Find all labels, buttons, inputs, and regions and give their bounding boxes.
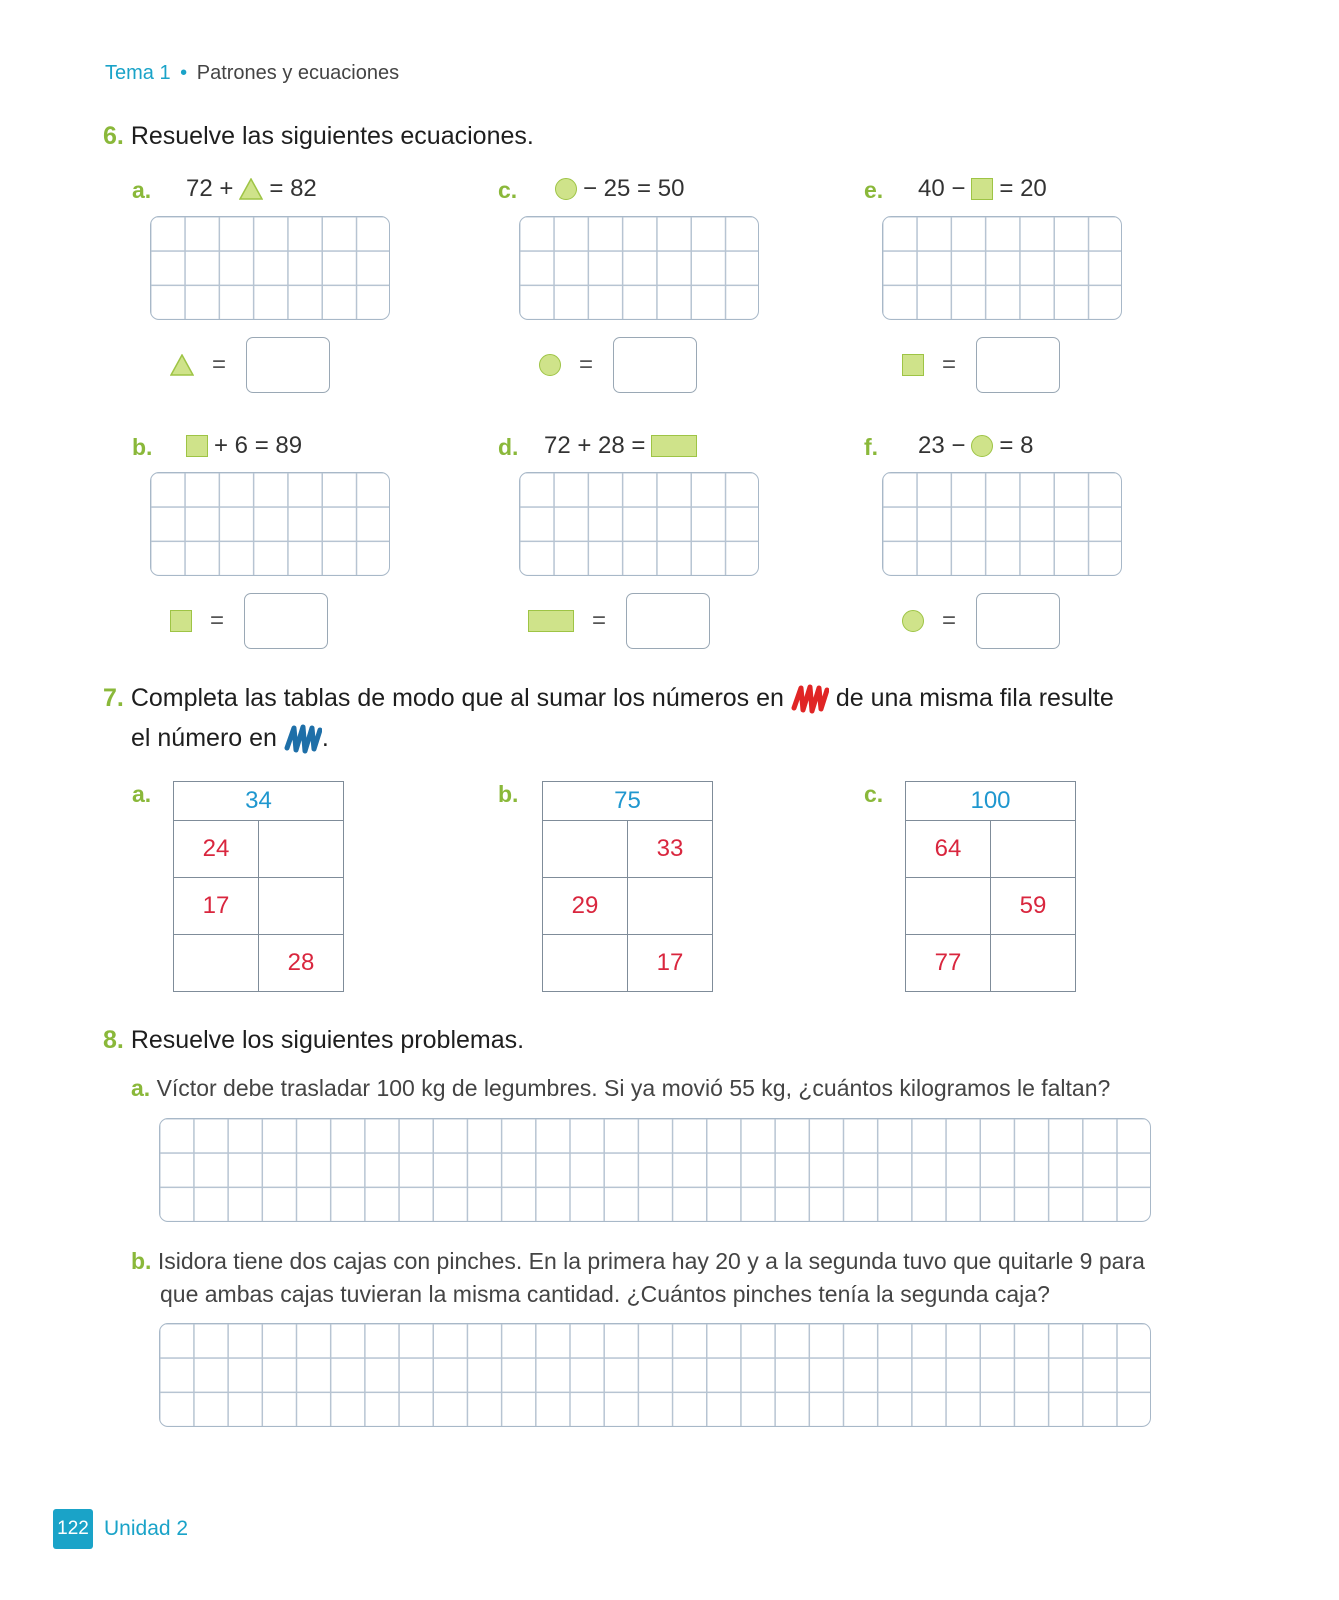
q7c-label: c. (864, 781, 884, 807)
q6b-answer-box[interactable] (244, 593, 328, 649)
q7c-cell[interactable] (906, 878, 991, 935)
q7a-total: 34 (174, 782, 344, 821)
q6d-answer-row (528, 593, 710, 649)
q6-number: 6. (103, 122, 124, 150)
q7-text-end: . (321, 724, 329, 752)
q6b-equation (186, 432, 302, 460)
q8-text: Resuelve los siguientes problemas. (130, 1026, 525, 1054)
q6a-label: a. (132, 177, 152, 203)
square-icon (902, 354, 924, 376)
q8a-problem (131, 1072, 1110, 1105)
q6e-work-grid[interactable] (882, 216, 1122, 320)
q6d-pre: 72 + 28 = (544, 432, 646, 459)
q8b-problem (131, 1245, 1201, 1311)
q7b-cell[interactable]: 33 (628, 821, 713, 878)
circle-icon (902, 610, 924, 632)
q7a-label: a. (132, 781, 152, 807)
q6d-label: d. (498, 434, 519, 460)
q6e-pre: 40 − (918, 175, 966, 202)
q7-title-line1 (103, 684, 1114, 714)
q6f-post: = 8 (999, 432, 1034, 459)
triangle-icon (170, 354, 194, 376)
q6f-answer-row (902, 593, 1060, 649)
q6c-post: − 25 = 50 (583, 175, 685, 202)
q6e-post: = 20 (999, 175, 1047, 202)
q6a-work-grid[interactable] (150, 216, 390, 320)
q7-number: 7. (103, 684, 124, 712)
tema-topic: Patrones y ecuaciones (196, 62, 400, 84)
square-icon (186, 435, 208, 457)
q7c-cell[interactable] (991, 935, 1076, 992)
q8b-label: b. (131, 1248, 152, 1274)
q7-text-a: Completa las tablas de modo que al sumar los números en (130, 684, 784, 712)
q7a-cell[interactable] (259, 878, 344, 935)
equals-sign: = (942, 607, 957, 634)
page-number: 122 (53, 1509, 93, 1549)
running-header (105, 62, 399, 85)
q6b-post: + 6 = 89 (214, 432, 303, 459)
q8a-text: Víctor debe trasladar 100 kg de legumbres. Si ya movió 55 kg, ¿cuántos kilogramos le faltan? (156, 1075, 1111, 1101)
q6b-answer-row (170, 593, 328, 649)
q6f-work-grid[interactable] (882, 472, 1122, 576)
rectangle-icon (528, 610, 574, 632)
circle-icon (539, 354, 561, 376)
q6d-work-grid[interactable] (519, 472, 759, 576)
circle-icon (971, 435, 993, 457)
q6a-answer-box[interactable] (246, 337, 330, 393)
q7a-table (173, 781, 344, 992)
equals-sign: = (212, 351, 227, 378)
q6a-pre: 72 + (186, 175, 234, 202)
q6d-equation (544, 432, 697, 460)
q6a-answer-row (170, 337, 330, 393)
q6f-pre: 23 − (918, 432, 966, 459)
square-icon (971, 178, 993, 200)
q6a-post: = 82 (269, 175, 317, 202)
square-icon (170, 610, 192, 632)
q6c-equation (555, 175, 684, 203)
q7c-cell[interactable]: 77 (906, 935, 991, 992)
triangle-icon (239, 178, 263, 200)
q8b-work-grid[interactable] (159, 1323, 1151, 1427)
q8-number: 8. (103, 1026, 124, 1054)
q7b-cell[interactable] (628, 878, 713, 935)
q6e-answer-box[interactable] (976, 337, 1060, 393)
q7a-cell[interactable] (259, 821, 344, 878)
q7c-cell[interactable]: 59 (991, 878, 1076, 935)
q6c-label: c. (498, 177, 518, 203)
q6e-label: e. (864, 177, 884, 203)
blue-scribble-icon (284, 724, 322, 754)
q7b-cell[interactable]: 17 (628, 935, 713, 992)
q7b-table (542, 781, 713, 992)
q7b-cell[interactable] (543, 935, 628, 992)
q7c-cell[interactable]: 64 (906, 821, 991, 878)
q7c-cell[interactable] (991, 821, 1076, 878)
q7a-cell[interactable]: 17 (174, 878, 259, 935)
equals-sign: = (579, 351, 594, 378)
q8a-work-grid[interactable] (159, 1118, 1151, 1222)
equals-sign: = (942, 351, 957, 378)
q8b-text-line2: que ambas cajas tuvieran la misma cantidad. ¿Cuántos pinches tenía la segunda caja? (160, 1281, 1050, 1307)
q7c-total: 100 (906, 782, 1076, 821)
q6e-answer-row (902, 337, 1060, 393)
q7-text-b: de una misma fila resulte (835, 684, 1114, 712)
q8-title (103, 1026, 524, 1055)
circle-icon (555, 178, 577, 200)
equals-sign: = (592, 607, 607, 634)
q7b-total: 75 (543, 782, 713, 821)
q6c-answer-row (539, 337, 697, 393)
red-scribble-icon (791, 684, 829, 714)
q7c-table (905, 781, 1076, 992)
q6f-label: f. (864, 434, 879, 460)
unit-label: Unidad 2 (104, 1517, 189, 1540)
q7-text-c: el número en (131, 724, 277, 752)
q6f-answer-box[interactable] (976, 593, 1060, 649)
q8a-label: a. (131, 1075, 151, 1101)
q6f-equation (918, 432, 1033, 460)
q6b-label: b. (132, 434, 153, 460)
q8b-text-line1: Isidora tiene dos cajas con pinches. En la primera hay 20 y a la segunda tuvo que quitarle 9 para (157, 1248, 1145, 1274)
tema-label: Tema 1 (105, 62, 171, 84)
q7a-cell[interactable]: 28 (259, 935, 344, 992)
q6-text: Resuelve las siguientes ecuaciones. (130, 122, 534, 150)
q7b-cell[interactable]: 29 (543, 878, 628, 935)
q7-title-line2 (131, 724, 329, 754)
q6-title (103, 122, 534, 151)
q6b-work-grid[interactable] (150, 472, 390, 576)
q6e-equation (918, 175, 1047, 203)
header-separator: • (180, 62, 188, 84)
q6c-work-grid[interactable] (519, 216, 759, 320)
equals-sign: = (210, 607, 225, 634)
q7a-cell[interactable]: 24 (174, 821, 259, 878)
q6c-answer-box[interactable] (613, 337, 697, 393)
q7b-cell[interactable] (543, 821, 628, 878)
rectangle-icon (651, 435, 697, 457)
q6d-answer-box[interactable] (626, 593, 710, 649)
q6a-equation (186, 175, 317, 203)
q7b-label: b. (498, 781, 519, 807)
q7a-cell[interactable] (174, 935, 259, 992)
